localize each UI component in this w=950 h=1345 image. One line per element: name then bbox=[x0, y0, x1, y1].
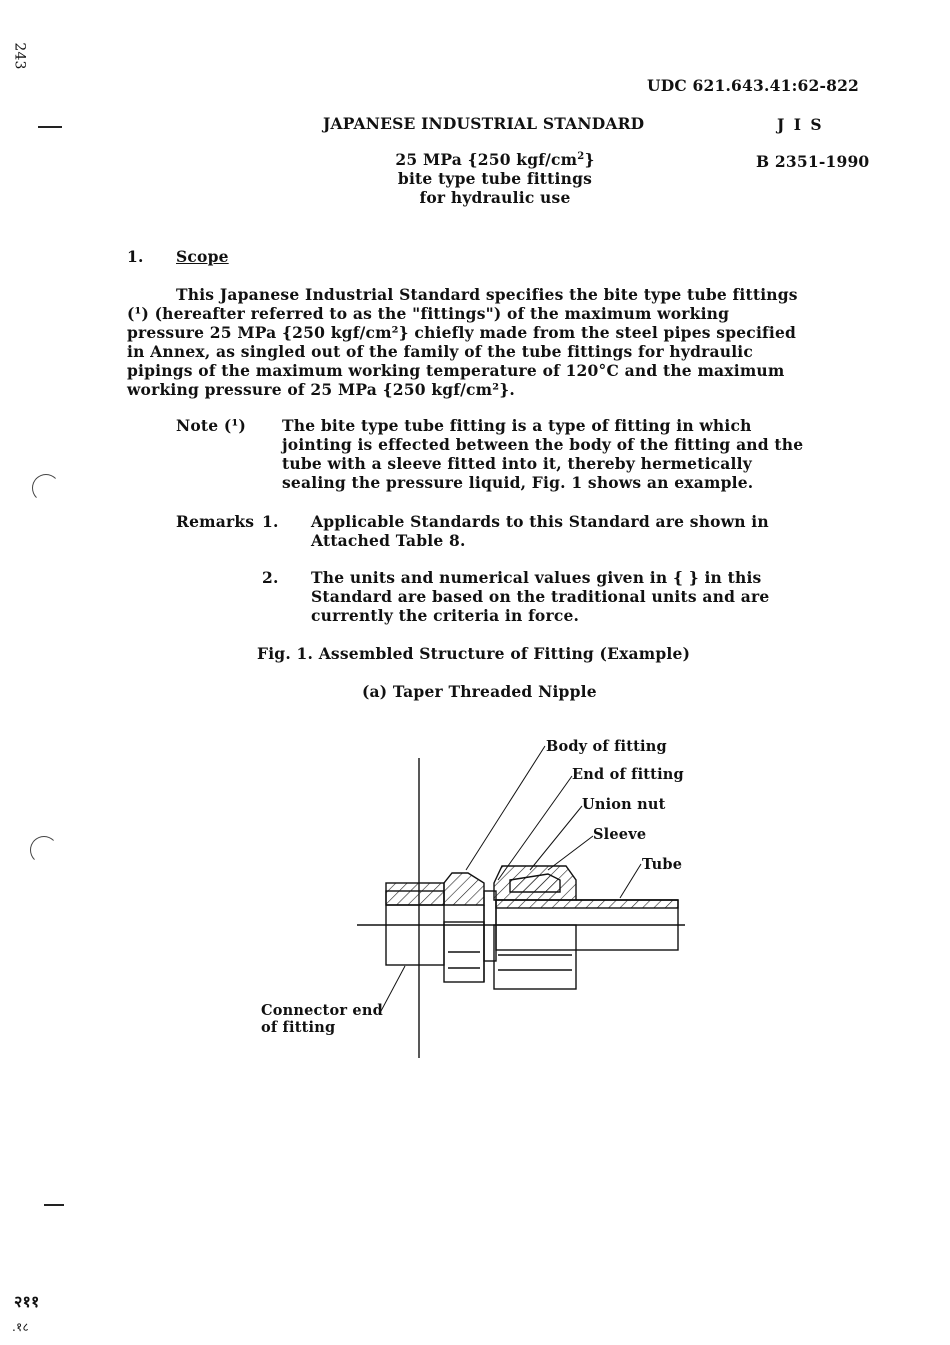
text-line: pipings of the maximum working temperature of 120°C and the maximum bbox=[127, 361, 785, 380]
text-line: jointing is effected between the body of the fitting and the bbox=[282, 435, 804, 454]
margin-note: 243 bbox=[11, 42, 28, 70]
label-sleeve: Sleeve bbox=[593, 826, 647, 843]
text-line: in Annex, as singled out of the family of the tube fittings for hydraulic bbox=[127, 342, 754, 361]
udc-number: UDC 621.643.41:62-822 bbox=[647, 76, 860, 95]
section-number: 1. bbox=[127, 247, 144, 266]
handwritten-mark: २११ bbox=[14, 1292, 40, 1311]
remark-number: 2. bbox=[262, 568, 279, 587]
label-body-of-fitting: Body of fitting bbox=[546, 738, 667, 755]
figure-subcaption: (a) Taper Threaded Nipple bbox=[362, 682, 597, 701]
text-line: (¹) (hereafter referred to as the "fittings") of the maximum working bbox=[127, 304, 730, 323]
text-line: pressure 25 MPa {250 kgf/cm²} chiefly made from the steel pipes specified bbox=[127, 323, 797, 342]
label-union-nut: Union nut bbox=[582, 796, 666, 813]
standard-org: JAPANESE INDUSTRIAL STANDARD bbox=[323, 114, 645, 133]
label-connector-end-2: of fitting bbox=[261, 1019, 336, 1036]
text-line: sealing the pressure liquid, Fig. 1 shows an example. bbox=[282, 473, 754, 492]
text-line: currently the criteria in force. bbox=[311, 606, 580, 625]
text-line: tube with a sleeve fitted into it, thereby hermetically bbox=[282, 454, 752, 473]
remarks-label: Remarks bbox=[176, 512, 255, 531]
text-line: Applicable Standards to this Standard are shown in bbox=[311, 512, 769, 531]
label-tube: Tube bbox=[642, 856, 683, 873]
title-line-3: for hydraulic use bbox=[419, 188, 571, 207]
note-label: Note (¹) bbox=[176, 416, 246, 435]
text-line: The units and numerical values given in { } in this bbox=[311, 568, 762, 587]
figure-caption: Fig. 1. Assembled Structure of Fitting (Example) bbox=[257, 644, 691, 663]
jis-mark: J I S bbox=[777, 115, 824, 134]
title-line-1: 25 MPa {250 kgf/$cm^2$} bbox=[395, 150, 595, 169]
standard-number: B 2351-1990 bbox=[756, 152, 870, 171]
text-line: Attached Table 8. bbox=[311, 531, 466, 550]
section-heading: Scope bbox=[176, 247, 229, 266]
text-line: This Japanese Industrial Standard specifies the bite type tube fittings bbox=[176, 285, 798, 304]
remark-number: 1. bbox=[262, 512, 279, 531]
text-line: Standard are based on the traditional units and are bbox=[311, 587, 770, 606]
label-end-of-fitting: End of fitting bbox=[572, 766, 684, 783]
handwritten-mark: .१८ bbox=[12, 1320, 29, 1334]
label-connector-end: Connector end bbox=[261, 1002, 383, 1019]
title-line-2: bite type tube fittings bbox=[397, 169, 593, 188]
text-line: The bite type tube fitting is a type of fitting in which bbox=[282, 416, 752, 435]
text-line: working pressure of 25 MPa {250 kgf/cm²}. bbox=[127, 380, 516, 399]
